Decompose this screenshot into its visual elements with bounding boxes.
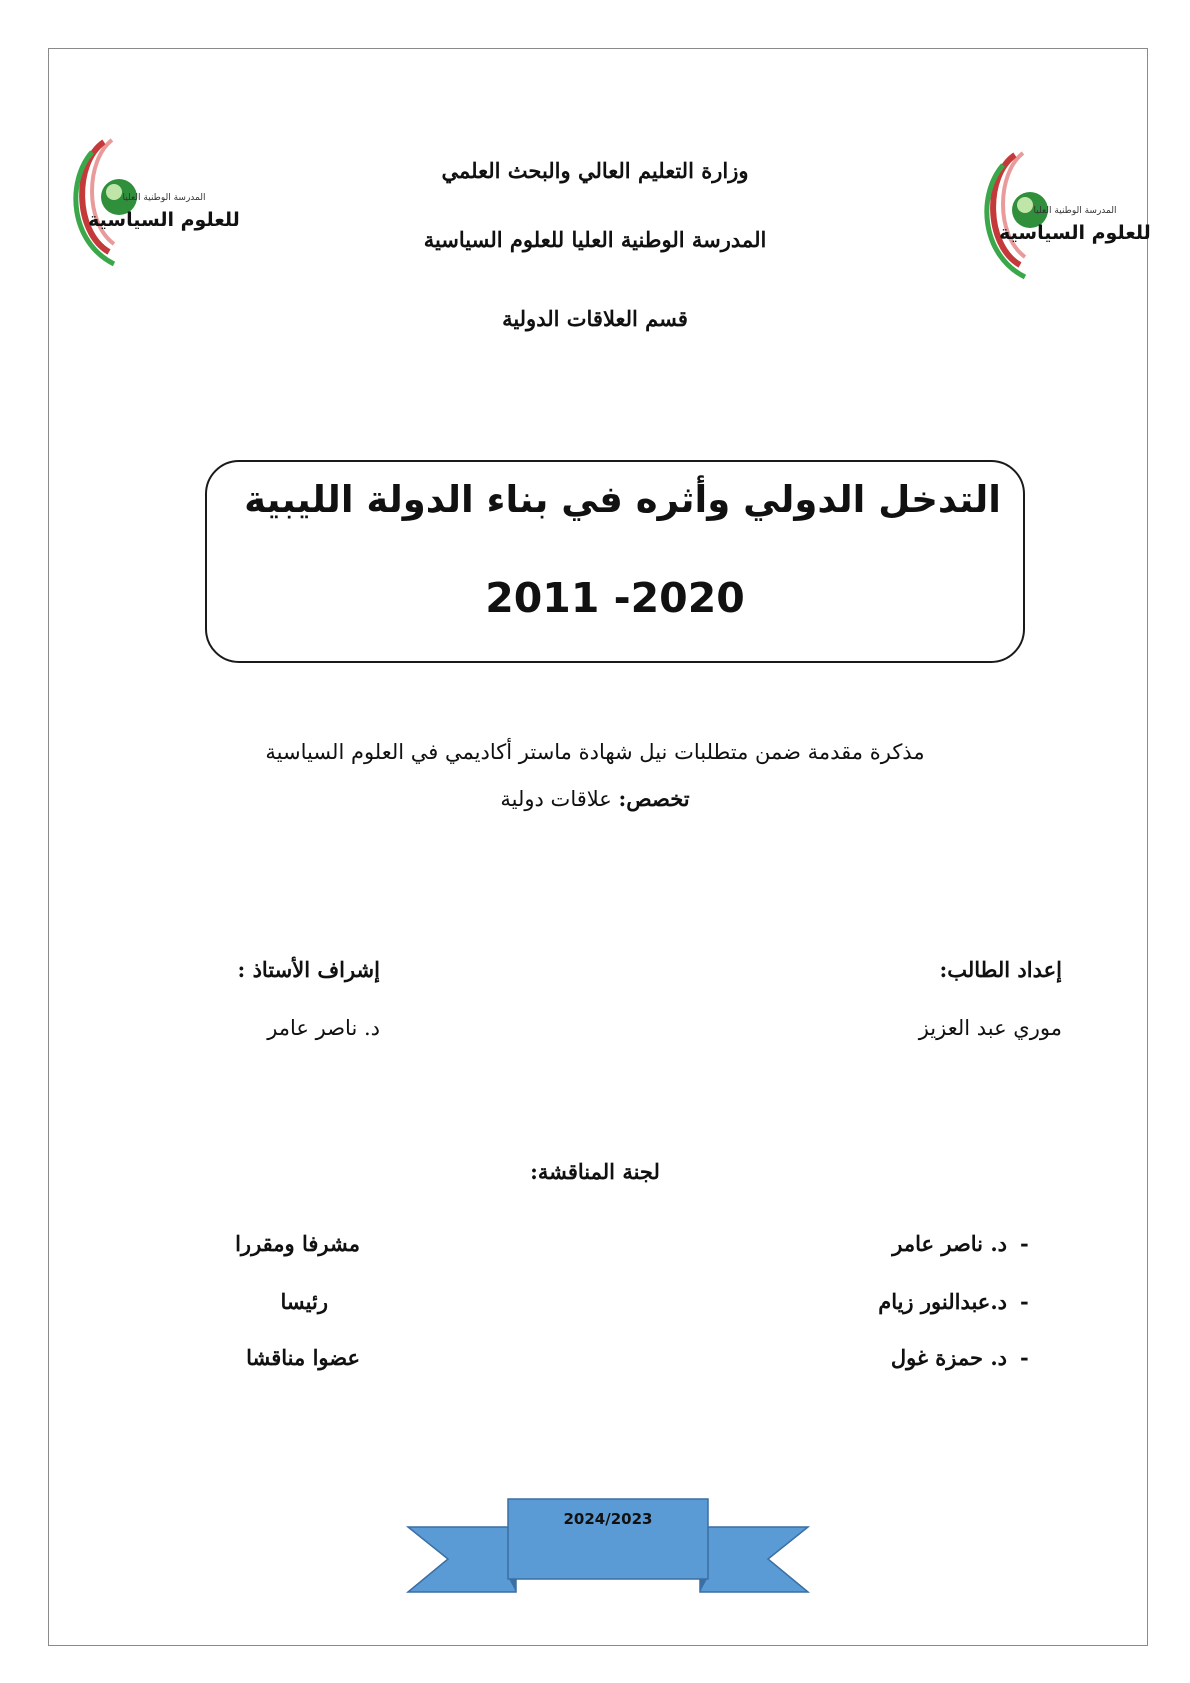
specialty-line [395, 786, 795, 811]
thesis-title: التدخل الدولي وأثره في بناء الدولة الليبية [244, 478, 1001, 521]
school-logo-right [975, 135, 1151, 285]
academic-year: 2024/2023 [563, 1510, 653, 1528]
list-bullet: - [1020, 1231, 1029, 1256]
supervisor-name: د. ناصر عامر [267, 1016, 380, 1040]
list-bullet: - [1020, 1289, 1029, 1314]
memo-description: مذكرة مقدمة ضمن متطلبات نيل شهادة ماستر أكاديمي في العلوم السياسية [265, 740, 925, 764]
svg-text:المدرسة الوطنية العليا: المدرسة الوطنية العليا [1033, 206, 1117, 216]
svg-text:للعلوم السياسية: للعلوم السياسية [88, 209, 240, 231]
committee-title: لجنة المناقشة: [530, 1159, 660, 1184]
member-name: د. حمزة غول [890, 1345, 1007, 1370]
school-name: المدرسة الوطنية العليا للعلوم السياسية [423, 227, 767, 252]
specialty-value: علاقات دولية [500, 787, 619, 811]
student-name: موري عبد العزيز [918, 1016, 1062, 1040]
svg-text:للعلوم السياسية: للعلوم السياسية [999, 222, 1151, 244]
thesis-period: 2011 -2020 [485, 574, 745, 622]
school-logo-left [64, 122, 240, 272]
member-role: رئيسا [280, 1289, 328, 1314]
member-role: مشرفا ومقررا [235, 1231, 360, 1256]
supervisor-label: إشراف الأستاذ : [237, 957, 380, 982]
list-bullet: - [1020, 1345, 1029, 1370]
member-name: د.عبدالنور زيام [878, 1289, 1007, 1314]
member-name: د. ناصر عامر [892, 1231, 1007, 1256]
specialty-label: تخصص: [618, 786, 690, 811]
page-border [48, 48, 1148, 1646]
department-name: قسم العلاقات الدولية [502, 306, 688, 331]
student-label: إعداد الطالب: [939, 957, 1062, 982]
svg-text:المدرسة الوطنية العليا: المدرسة الوطنية العليا [122, 193, 206, 203]
ministry-name: وزارة التعليم العالي والبحث العلمي [441, 158, 749, 183]
member-role: عضوا مناقشا [246, 1345, 360, 1370]
thesis-title-box [205, 460, 1025, 663]
